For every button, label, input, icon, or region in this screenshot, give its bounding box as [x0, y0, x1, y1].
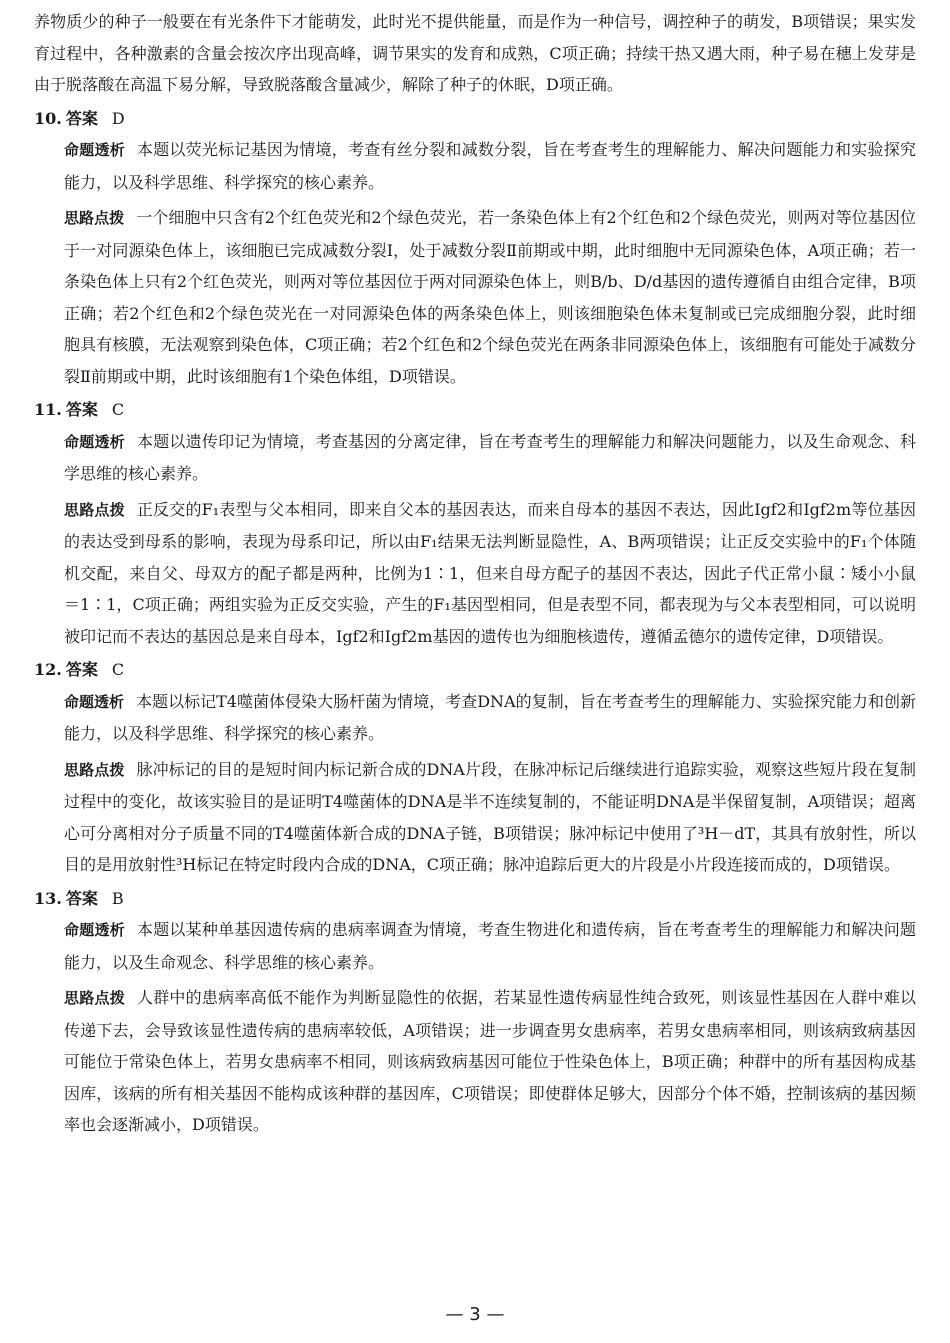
answer-label: 答案 [65, 888, 98, 908]
question-12 [34, 654, 916, 881]
answer-value: C [111, 400, 125, 419]
hint-label: 思路点拨 [64, 209, 125, 227]
hint-text: 脉冲标记的目的是短时间内标记新合成的DNA片段，在脉冲标记后继续进行追踪实验，观察这些短片段在复制过程中的变化，故该实验目的是证明T4噬菌体的DNA是半不连续复制的，不能证明DNA是半保留复制，A项错误；超离心可分离相对分子质量不同的T4噬菌体新合成的DNA子链，B项错误；脉冲标记中使用了³H－dT，其具有放射性，所以目的是用放射性³H标记在特定时段内合成的DNA，C项正确；脉冲追踪后更大的片段是小片段连接而成的，D项错误。 [64, 759, 916, 874]
page-number: — 3 — [445, 1304, 505, 1325]
analysis-label: 命题透析 [64, 141, 125, 159]
analysis-text: 本题以遗传印记为情境，考查基因的分离定律，旨在考查考生的理解能力和解决问题能力，以及生命观念、科学思维的核心素养。 [64, 431, 916, 483]
question-number: 13. [34, 888, 62, 908]
analysis-label: 命题透析 [64, 432, 125, 451]
answer-value: C [111, 660, 125, 679]
hint-text: 人群中的患病率高低不能作为判断显隐性的依据，若某显性遗传病显性纯合致死，则该显性基因在人群中难以传递下去，会导致该显性遗传病的患病率较低，A项错误；进一步调查男女患病率，若男女患病率相同，则该病致病基因可能位于常染色体上，若男女患病率不相同，则该病致病基因可能位于性染色体上，B项正确；种群中的所有基因构成基因库，该病的所有相关基因不能构成该种群的基因库，C项错误；即使群体足够大，因部分个体不婚，控制该病的基因频率也会逐渐减小，D项错误。 [64, 988, 916, 1134]
answer-label: 答案 [65, 400, 98, 419]
question-number: 11. [34, 400, 62, 419]
analysis-text: 本题以某种单基因遗传病的患病率调查为情境，考查生物进化和遗传病，旨在考查考生的理解能力和解决问题能力，以及生命观念、科学思维的核心素养。 [64, 920, 916, 972]
answer-label: 答案 [65, 108, 98, 128]
analysis-label: 命题透析 [64, 692, 125, 711]
question-number: 10. [34, 108, 62, 128]
hint-text: 一个细胞中只含有2个红色荧光和2个绿色荧光，若一条染色体上有2个红色和2个绿色荧光，则两对等位基因位于一对同源染色体上，该细胞已完成减数分裂Ⅰ，处于减数分裂Ⅱ前期或中期，此时细胞中无同源染色体，A项正确；若一条染色体上只有2个红色荧光，则两对等位基因位于两对同源染色体上，则B/b、D/d基因的遗传遵循自由组合定律，B项正确；若2个红色和2个绿色荧光在一对同源染色体的两条染色体上，则该细胞染色体未复制或已完成细胞分裂，此时细胞具有核膜，无法观察到染色体，C项正确；若2个红色和2个绿色荧光在两条非同源染色体上，该细胞有可能处于减数分裂Ⅱ前期或中期，此时该细胞有1个染色体组，D项错误。 [64, 208, 916, 386]
question-number: 12. [34, 660, 62, 679]
question-13 [34, 883, 916, 1141]
analysis-text: 本题以荧光标记基因为情境，考查有丝分裂和减数分裂，旨在考查考生的理解能力、解决问题能力和实验探究能力，以及科学思维、科学探究的核心素养。 [64, 140, 916, 192]
hint-label: 思路点拨 [64, 760, 125, 779]
question-11 [34, 394, 916, 652]
hint-label: 思路点拨 [64, 989, 125, 1007]
hint-text: 正反交的F₁表型与父本相同，即来自父本的基因表达，而来自母本的基因不表达，因此Igf2和Igf2m等位基因的表达受到母系的影响，表现为母系印记，所以由F₁结果无法判断显隐性，A、B两项错误；让正反交实验中的F₁个体随机交配，来自父、母双方的配子都是两种，比例为1∶1，但来自母方配子的基因不表达，因此子代正常小鼠∶矮小小鼠＝1∶1，C项正确；两组实验为正反交实验，产生的F₁基因型相同，但是表型不同，都表现为与父本表型相同，可以说明被印记而不表达的基因总是来自母本，Igf2和Igf2m基因的遗传也为细胞核遗传，遵循孟德尔的遗传定律，D项错误。 [64, 499, 916, 646]
answer-label: 答案 [65, 660, 98, 679]
answer-value: D [111, 108, 125, 128]
answer-value: B [111, 888, 124, 908]
question-10 [34, 103, 916, 393]
analysis-label: 命题透析 [64, 921, 125, 939]
hint-label: 思路点拨 [64, 500, 125, 519]
analysis-text: 本题以标记T4噬菌体侵染大肠杆菌为情境，考查DNA的复制，旨在考查考生的理解能力、实验探究能力和创新能力，以及科学思维、科学探究的核心素养。 [64, 691, 916, 743]
intro-paragraph: 养物质少的种子一般要在有光条件下才能萌发，此时光不提供能量，而是作为一种信号，调控种子的萌发，B项错误；果实发育过程中，各种激素的含量会按次序出现高峰，调节果实的发育和成熟，C项正确；持续干热又遇大雨，种子易在穗上发芽是由于脱落酸在高温下易分解，导致脱落酸含量减少，解除了种子的休眠，D项正确。 [34, 12, 916, 94]
